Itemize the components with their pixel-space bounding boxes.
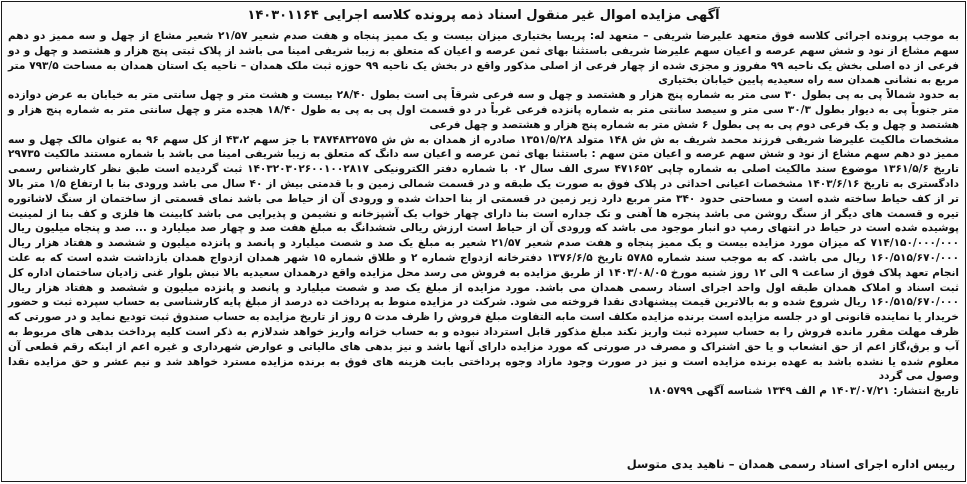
notice-signature: رییس اداره اجرای اسناد رسمی همدان – ناهید یدی متوسل	[626, 457, 955, 471]
notice-paragraph-boundaries: به حدود شمالاً پی به پی بطول ۳۰ سی متر به شماره پنج هزار و هشتصد و چهل و سه فرعی شرقاً پی است بطول ۲۸/۴۰ بیست و هشت متر و چهل سانتی متر به خیابان به عرض دوازده متر جنوباً پی به دیوار بطول ۳۰/۳ سی متر و سیصد سانتی متر به شماره پانزده فرعی غرباً در دو قسمت اول پی به پی به طول ۱۸/۴۰ هجده متر و چهل سانتی متر به شماره پنج هزار و هشتصد و چهل و یک فرعی دوم پی به پی بطول ۶ شش متر به شماره پنج هزار و هشتصد و چهل فرعی	[8, 89, 960, 131]
notice-paragraph-property: به موجب پرونده اجرائی کلاسه فوق متعهد علیرضا شریفی – متعهد له: پریسا بختیاری میزان بیست و یک ممیز پنجاه و هفت صدم شعیر ۲۱/۵۷ شعیر مشاع از چهل و سه ممیز دو دهم سهم مشاع از نود و شش سهم عرصه و اعیان سهم علیرضا شریفی باستثنا بهای ثمن عرصه و اعیان که متعلق به زیبا شریفی امینا می باشد از پلاک ثبتی پنج هزار و هشتصد و چهل و دو فرعی از ده اصلی بخش یک ناحیه ۹۹ مفروز و مجزی شده از چهار فرعی از اصلی مذکور واقع در بخش یک ناحیه ۹۹ حوزه ثبت ملک همدان – ناحیه یک استان همدان به مساحت ۷۹۳/۵ متر مربع به نشانی همدان سه راه سعیدیه پایین خیابان بختیاری	[8, 30, 959, 87]
notice-title: آگهی مزایده اموال غیر منقول اسناد ذمه پرونده کلاسه اجرایی ۱۴۰۳۰۱۱۶۴	[247, 8, 720, 23]
notice-body	[8, 29, 959, 399]
auction-notice	[1, 1, 966, 482]
notice-paragraph-ownership-and-terms: مشخصات مالکیت علیرضا شریفی فرزند محمد شریف به ش ش ۱۴۸ متولد ۱۳۵۱/۵/۲۸ صادره از همدان به ش ش ۳۸۷۴۸۳۲۵۷۵ با جز سهم ۴۳،۲ از کل سهم ۹۶ به عنوان مالک چهل و سه ممیز دو دهم سهم مشاع از نود و شش سهم عرصه و اعیان متن سهم : باستثنا بهای ثمن عرصه و اعیان سه دانگ که متعلق به زیبا شریفی امینا می باشد با شماره مستند مالکیت ۲۹۷۳۵ تاریخ ۱۳۶۱/۵/۶ موضوع سند مالکیت اصلی به شماره چاپی ۴۷۱۶۵۲ سری الف سال ۰۲ با شماره دفتر الکترونیکی ۱۴۰۳۲۰۳۰۲۶۰۰۱۰۰۲۸۱۷ ثبت گردیده است طبق نظر کارشناس رسمی دادگستری به تاریخ ۱۴۰۳/۶/۱۶ مشخصات اعیانی احداثی در پلاک فوق به صورت یک طبقه و در قسمت شمالی زمین و با قدمتی بیش از ۴۰ سال می باشد ورودی بنا با ارتفاع ۱/۵ متر بالا تر از کف حیاط ساخته شده است و مساحتی حدود ۳۴۰ متر مربع دارد زیر زمین در قسمتی از بنا احداث شده و ورودی آن از حیاط می باشد نمای قسمتی از ساختمان از سنگ لاشاتوره تیره و قسمت های دیگر از سنگ روشن می باشد پنجره ها آهنی و تک جداره است بنا دارای چهار خواب یک آشپزخانه و نشیمن و پذیرایی می باشد کابینت ها فلزی و کف بنا از لمینیت پوشیده شده است در حیاط در انتهای رمپ دو انبار موجود می باشد که ورودی آن از حیاط است ارزش ریالی ششدانگ به مبلغ هفت صد و چهار صد میلیارد و ... صد و پنجاه میلیون ریال ۷۱۴/۱۵۰/۰۰۰/۰۰۰ که میزان مورد مزایده بیست و یک ممیز پنجاه و هفت صدم شعیر ۲۱/۵۷ شعیر به مبلغ یک صد و شصت میلیارد و پانصد و پانزده میلیون و ششصد و هفتاد هزار ریال ۱۶۰/۵۱۵/۶۷۰/۰۰۰ ریال می باشد. که به موجب سند شماره ۵۷۸۵ تاریخ ۱۳۷۶/۶/۵ دفترخانه ازدواج شماره ۲ و طلاق شماره ۱۵ شهر همدان ازدواج همدان بازداشت شده است که به علت انجام تعهد پلاک فوق از ساعت ۹ الی ۱۲ روز شنبه مورخ ۱۴۰۳/۰۸/۰۵ از طریق مزایده به فروش می رسد محل مزایده واقع درهمدان سعیدیه بالا نبش بلوار غنی زادیان ساختمان اداره کل ثبت اسناد و املاک همدان طبقه اول واحد اجرای اسناد رسمی همدان می باشد. مورد مزایده از مبلغ یک صد و شصت میلیارد و پانصد و پانزده میلیون و ششصد و هفتاد هزار ریال ۱۶۰/۵۱۵/۶۷۰/۰۰۰ ریال شروع شده و به بالاترین قیمت پیشنهادی نقدا فروخته می شود. شرکت در مزایده منوط به پرداخت ده درصد از مبلغ پایه کارشناسی به حساب سپرده ثبت و حضور خریدار یا نماینده قانونی او در جلسه مزایده است برنده مزایده مکلف است مابه التفاوت مبلغ فروش را ظرف مدت ۵ روز از تاریخ مزایده به حساب صندوق ثبت تودیع نماید و در صورتی که ظرف مهلت مقرر مانده فروش را به حساب سپرده ثبت واریز نکند مبلغ مذکور قابل استرداد نبوده و به حساب خزانه واریز خواهد شدلازم به ذکر است کلیه پرداخت بدهی های مربوط به آب و برق،گاز اعم از حق انشعاب و یا حق اشتراک و مصرف در صورتی که مورد مزایده دارای آنها باشد و نیز بدهی های مالیاتی و عوارض شهرداری و غیره اعم از اینکه رقم قطعی آن معلوم شده یا نشده باشد به عهده برنده مزایده است و نیز در صورت وجود مازاد وجوه پرداختی بابت هزینه های فوق به برنده مزایده مسترد خواهد شد و نیم عشر و حق مزایده نقدا وصول می گردد	[8, 133, 960, 383]
notice-publication-date: تاریخ انتشار: ۱۴۰۳/۰۷/۲۱ م الف ۱۳۴۹ شناسه آگهی ۱۸۰۵۷۹۹	[647, 385, 959, 398]
